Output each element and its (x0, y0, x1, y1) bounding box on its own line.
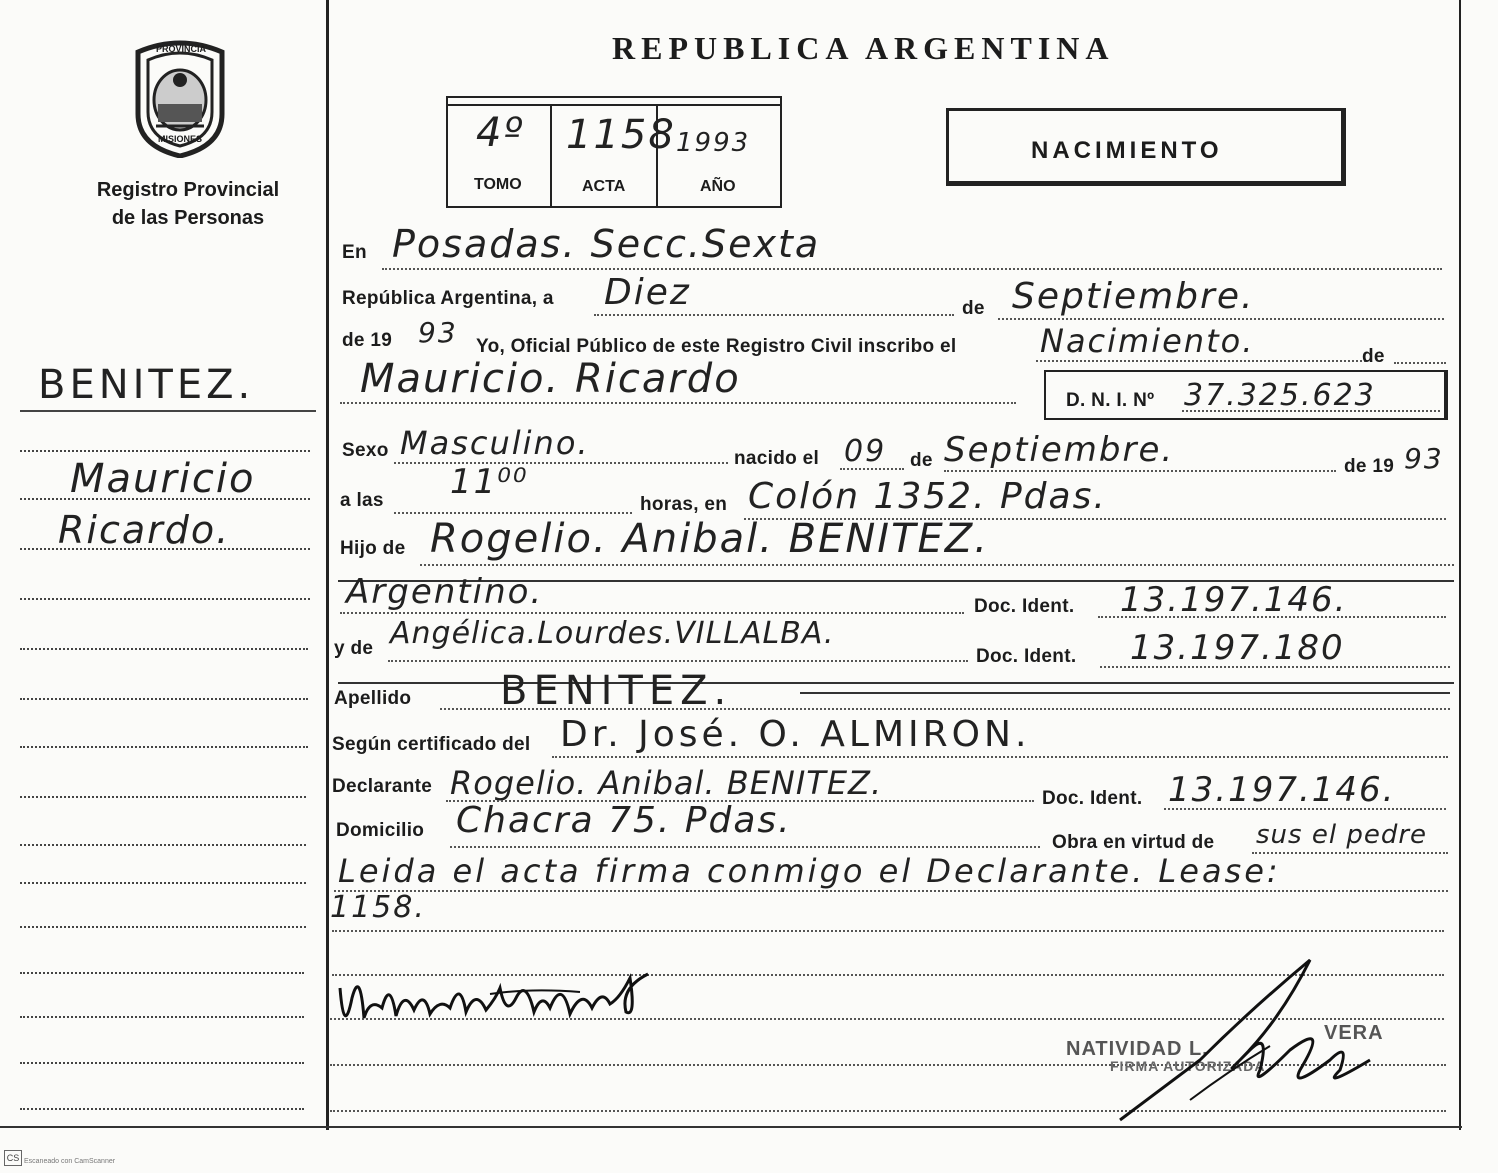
label-declarante: Declarante (332, 776, 433, 797)
label-domicilio: Domicilio (336, 820, 425, 841)
label-republica: República Argentina, a (342, 288, 554, 309)
margin-divider (326, 0, 329, 1130)
official-stamp-name: NATIVIDAD L. (1066, 1038, 1209, 1060)
value-sexo: Masculino. (400, 424, 590, 462)
value-nacido-dia: 09 (844, 434, 887, 469)
acta-value: 1158 (566, 112, 676, 158)
value-doc-madre: 13.197.180 (1130, 628, 1345, 668)
acta-label: ACTA (582, 178, 626, 195)
value-declarante: Rogelio. Anibal. BENITEZ. (450, 764, 883, 802)
value-nacido-anio: 93 (1404, 442, 1444, 475)
label-segun: Según certificado del (332, 734, 531, 755)
label-en: En (342, 242, 367, 263)
scanner-text: Escaneado con CamScanner (24, 1158, 116, 1165)
label-oficial: Yo, Oficial Público de este Registro Civil inscribo el (476, 336, 957, 357)
official-signature-icon (1100, 950, 1380, 1130)
value-nacido-mes: Septiembre. (944, 430, 1175, 470)
right-border (1459, 0, 1461, 1130)
label-de-end: de (1362, 346, 1385, 367)
label-de19: de 19 (342, 330, 393, 351)
anio-value: 1993 (676, 128, 751, 158)
margin-name1: Mauricio (70, 456, 256, 502)
country-title: REPUBLICA ARGENTINA (612, 30, 1115, 66)
anio-label: AÑO (700, 178, 736, 195)
value-certificado: Dr. José. O. ALMIRON. (560, 714, 1031, 755)
value-padre: Rogelio. Anibal. BENITEZ. (430, 516, 989, 562)
label-de2: de (910, 450, 933, 471)
value-nombre: Mauricio. Ricardo (360, 356, 741, 402)
label-yde: y de (334, 638, 374, 659)
official-stamp-role: FIRMA AUTORIZADA (1110, 1058, 1266, 1074)
value-nac-padre: Argentino. (346, 572, 544, 612)
act-type: NACIMIENTO (1031, 137, 1223, 164)
value-dni: 37.325.623 (1184, 378, 1376, 413)
value-doc-declarante: 13.197.146. (1168, 770, 1396, 810)
value-madre: Angélica.Lourdes.VILLALBA. (390, 616, 835, 651)
dni-box (1044, 370, 1448, 420)
label-obra: Obra en virtud de (1052, 832, 1215, 853)
label-nacido: nacido el (734, 448, 820, 469)
label-de: de (962, 298, 985, 319)
value-inscribo: Nacimiento. (1040, 322, 1255, 360)
value-linea-extra: Leida el acta firma conmigo el Declarante. Lease: (338, 852, 1281, 890)
value-doc-padre: 13.197.146. (1120, 580, 1348, 620)
value-lugar: Posadas. Secc.Sexta (392, 222, 821, 266)
margin-surname: BENITEZ. (38, 362, 255, 408)
value-mes: Septiembre. (1012, 276, 1255, 317)
label-apellido: Apellido (334, 688, 412, 709)
label-hijo: Hijo de (340, 538, 406, 559)
value-obra: sus el pedre (1256, 820, 1428, 850)
value-lugar-nac: Colón 1352. Pdas. (748, 476, 1107, 517)
seal-top-text: PROVINCIA (156, 44, 207, 54)
seal-bottom-text: MISIONES (158, 134, 203, 144)
value-dia: Diez (604, 272, 691, 313)
label-sexo: Sexo (342, 440, 389, 461)
margin-name2: Ricardo. (58, 508, 231, 552)
tomo-label: TOMO (474, 176, 522, 193)
label-horas: horas, en (640, 494, 728, 515)
registry-line2: de las Personas (111, 207, 265, 229)
act-type-box (946, 108, 1346, 186)
label-de19b: de 19 (1344, 456, 1395, 477)
scanner-badge: CS (4, 1150, 22, 1166)
label-alas: a las (340, 490, 384, 511)
provincial-seal (118, 34, 242, 158)
official-stamp-surname: VERA (1324, 1022, 1384, 1044)
label-doc2: Doc. Ident. (976, 646, 1077, 667)
value-hora: 11⁰⁰ (450, 462, 529, 502)
registry-name (78, 176, 298, 232)
declarant-signature-icon (330, 958, 670, 1048)
record-box (446, 96, 782, 208)
tomo-value: 4º (476, 110, 525, 156)
label-doc1: Doc. Ident. (974, 596, 1075, 617)
value-apellido: BENITEZ. (500, 668, 733, 714)
label-doc3: Doc. Ident. (1042, 788, 1143, 809)
label-dni: D. N. I. Nº (1066, 390, 1155, 411)
value-linea-extra2: 1158. (330, 890, 426, 925)
registry-line1: Registro Provincial (96, 179, 280, 201)
value-domicilio: Chacra 75. Pdas. (456, 800, 792, 841)
value-anio-corto: 93 (418, 316, 458, 349)
